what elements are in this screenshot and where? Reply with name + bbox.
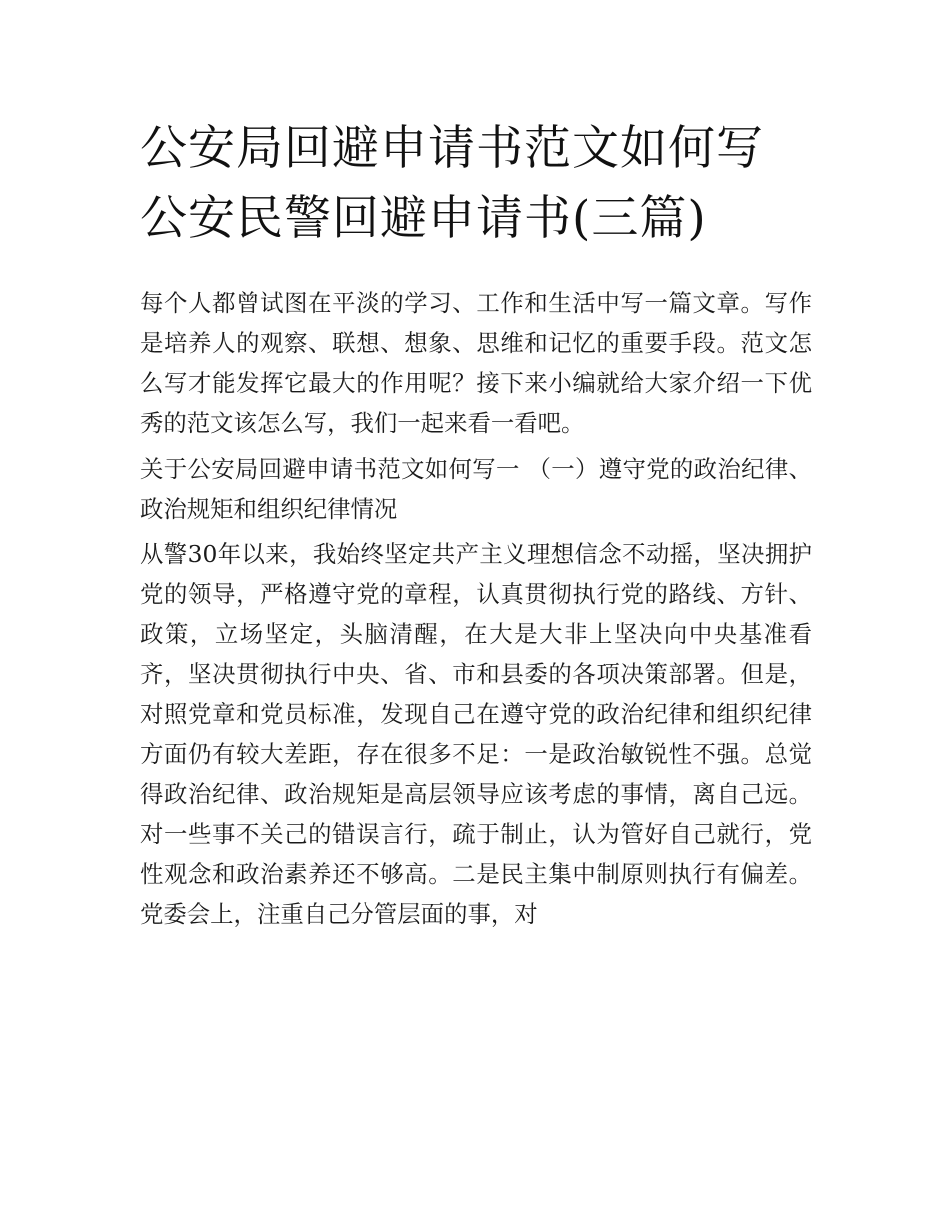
document-body [140,283,812,934]
title-line-2: 公安民警回避申请书(三篇) [140,191,707,246]
title-line-1: 公安局回避申请书范文如何写 [140,121,764,176]
document-title [140,114,830,254]
intro-paragraph: 每个人都曾试图在平淡的学习、工作和生活中写一篇文章。写作是培养人的观察、联想、想象、思维和记忆的重要手段。范文怎么写才能发挥它最大的作用呢？接下来小编就给大家介绍一下优秀的范文该怎么写，我们一起来看一看吧。 [140,289,812,437]
section-heading-paragraph: 关于公安局回避申请书范文如何写一 （一）遵守党的政治纪律、政治规矩和组织纪律情况 [140,455,812,523]
body-paragraph: 从警30年以来，我始终坚定共产主义理想信念不动摇，坚决拥护党的领导，严格遵守党的章程，认真贯彻执行党的路线、方针、政策，立场坚定，头脑清醒，在大是大非上坚决向中央基准看齐，坚决贯彻执行中央、省、市和县委的各项决策部署。但是，对照党章和党员标准，发现自己在遵守党的政治纪律和组织纪律方面仍有较大差距，存在很多不足：一是政治敏锐性不强。总觉得政治纪律、政治规矩是高层领导应该考虑的事情，离自己远。对一些事不关己的错误言行，疏于制止，认为管好自己就行，党性观念和政治素养还不够高。二是民主集中制原则执行有偏差。党委会上，注重自己分管层面的事，对 [140,540,812,928]
